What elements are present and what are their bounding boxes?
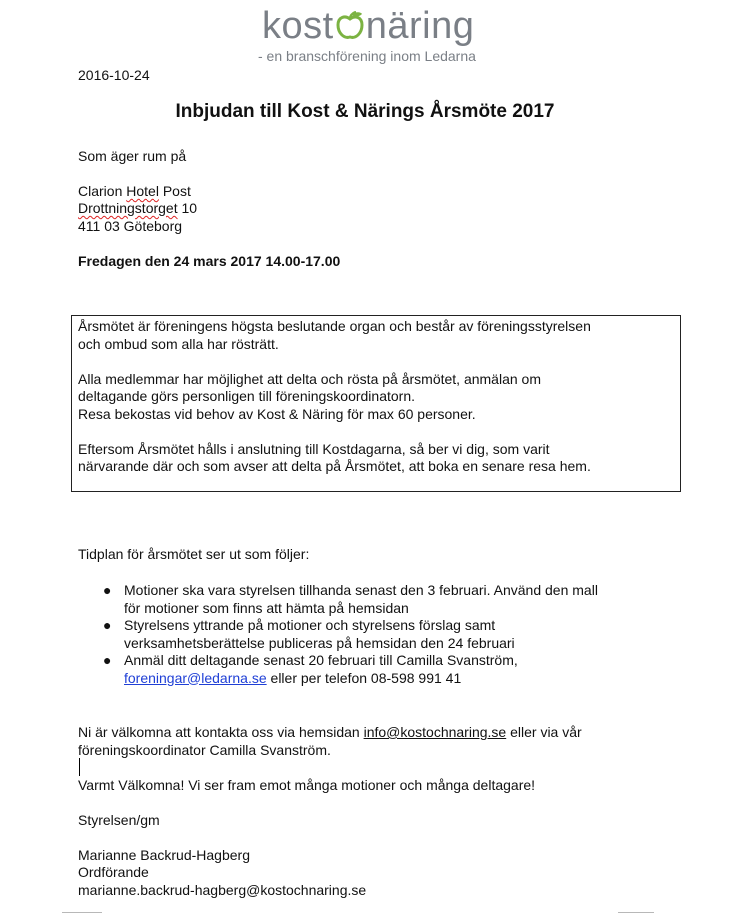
bullet-icon: ● [103,582,112,598]
schedule-item-line: Anmäl ditt deltagande senast 20 februari till Camilla Svanström, [124,652,518,668]
schedule-list [78,582,678,687]
signer-name: Marianne Backrud-Hagberg [78,847,250,863]
tagline: - en branschförening inom Ledarna [258,48,476,64]
info-p2-line3: Resa bekostas vid behov av Kost & Näring för max 60 personer. [78,406,476,422]
logo-text-kost: kost [262,5,334,47]
apple-logo-icon [335,11,365,41]
schedule-item [78,652,678,687]
foreningar-email-link[interactable]: foreningar@ledarna.se [124,669,267,686]
page-edge-mark [62,912,102,913]
schedule-item-line: för motioner som finns att hämta på hemsidan [124,599,409,616]
info-email-link[interactable]: info@kostochnaring.se [363,724,507,740]
venue-line-1 [78,183,191,201]
info-p2-line1: Alla medlemmar har möjlighet att delta och rösta på årsmötet, anmälan om [78,371,541,387]
contact-text: eller via vår [506,724,582,740]
phone-text: eller per telefon 08-598 991 41 [266,669,462,686]
schedule-item [78,582,678,617]
info-p2-line2: deltagande görs personligen till föreningskoordinatorn. [78,388,415,404]
meeting-datetime: Fredagen den 24 mars 2017 14.00-17.00 [78,253,341,269]
schedule-item-line: Motioner ska vara styrelsen tillhanda senast den 3 februari. Använd den mall [124,582,598,598]
info-p1-line1: Årsmötet är föreningens högsta beslutande organ och består av föreningsstyrelsen [78,318,591,334]
info-p3-line1: Eftersom Årsmötet hålls i anslutning till Kostdagarna, så ber vi dig, som varit [78,441,550,457]
venue-street: Drottningstorget [78,200,178,216]
schedule-intro: Tidplan för årsmötet ser ut som följer: [78,546,310,562]
page-edge-mark [618,912,654,913]
signer-role: Ordförande [78,864,149,880]
schedule-item [78,617,678,652]
venue-spell-word: Hotel [126,183,159,199]
venue-line-3: 411 03 Göteborg [78,218,183,234]
contact-line-2: föreningskoordinator Camilla Svanström. [78,742,331,758]
signer-email: marianne.backrud-hagberg@kostochnaring.se [78,882,367,898]
bullet-icon: ● [103,617,112,633]
text-cursor [79,758,80,776]
schedule-item-line: Styrelsens yttrande på motioner och styrelsens förslag samt [124,617,496,633]
bullet-icon: ● [103,652,112,668]
contact-text: Ni är välkomna att kontakta oss via hemsidan [78,724,364,740]
venue-line-2 [78,200,197,218]
schedule-item-line: verksamhetsberättelse publiceras på hemsidan den 24 februari [124,634,515,651]
welcome-text: Varmt Välkomna! Vi ser fram emot många motioner och många deltagare! [78,777,536,793]
venue-name-part: Clarion [78,183,127,199]
venue-street-number: 10 [177,200,198,216]
logo-text-naring: näring [365,5,475,47]
info-p1-line2: och ombud som alla har rösträtt. [78,336,279,352]
contact-line-1 [78,724,582,742]
document-title: Inbjudan till Kost & Närings Årsmöte 2017 [175,101,555,122]
brand-logo [262,4,474,48]
intro-text: Som äger rum på [78,148,187,164]
schedule-item-line [124,670,678,688]
sign-group: Styrelsen/gm [78,812,160,828]
info-p3-line2: närvarande där och som avser att delta på Årsmötet, att boka en senare resa hem. [78,458,591,474]
document-date: 2016-10-24 [78,67,150,83]
venue-name-part: Post [158,183,191,199]
